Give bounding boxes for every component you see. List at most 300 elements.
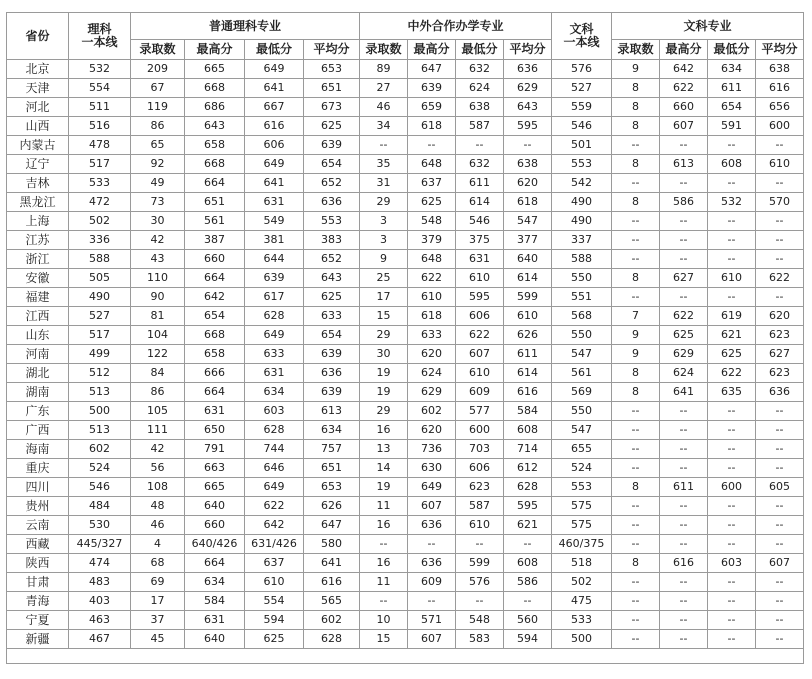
cell-arts-avg: -- [756, 421, 804, 440]
cell-arts-admitted: 9 [612, 60, 660, 79]
cell-arts-max: -- [660, 250, 708, 269]
cell-coop-min: 606 [456, 307, 504, 326]
subheader-max-score: 最高分 [185, 40, 245, 60]
cell-coop-avg: 612 [504, 459, 552, 478]
cell-coop-max: -- [408, 136, 456, 155]
cell-coop-admitted: 19 [360, 383, 408, 402]
cell-arts-avg: -- [756, 231, 804, 250]
cell-normal-avg: 641 [304, 554, 360, 573]
cell-coop-admitted: 15 [360, 630, 408, 649]
cell-province: 湖南 [7, 383, 69, 402]
cell-arts-max: 622 [660, 79, 708, 98]
cell-coop-avg: 629 [504, 79, 552, 98]
cell-coop-avg: 714 [504, 440, 552, 459]
table-row [7, 364, 804, 383]
cell-normal-avg: 643 [304, 269, 360, 288]
cell-arts-max: -- [660, 402, 708, 421]
cell-normal-admitted: 73 [131, 193, 185, 212]
cell-coop-max: 379 [408, 231, 456, 250]
cell-coop-avg: 616 [504, 383, 552, 402]
cell-arts-max: 627 [660, 269, 708, 288]
table-row [7, 402, 804, 421]
table-row [7, 554, 804, 573]
cell-normal-admitted: 209 [131, 60, 185, 79]
cell-coop-max: 648 [408, 155, 456, 174]
table-row [7, 60, 804, 79]
cell-normal-max: 660 [185, 516, 245, 535]
cell-arts-max: 641 [660, 383, 708, 402]
cell-normal-avg: 651 [304, 459, 360, 478]
table-row [7, 250, 804, 269]
table-row [7, 288, 804, 307]
cell-coop-min: 576 [456, 573, 504, 592]
cell-arts-min: 532 [708, 193, 756, 212]
cell-normal-max: 640 [185, 630, 245, 649]
table-row [7, 155, 804, 174]
cell-coop-avg: 620 [504, 174, 552, 193]
cell-science-line: 602 [69, 440, 131, 459]
table-row [7, 136, 804, 155]
cell-coop-max: 548 [408, 212, 456, 231]
cell-arts-min: 621 [708, 326, 756, 345]
table-row [7, 535, 804, 554]
cell-normal-min: 642 [245, 516, 304, 535]
cell-coop-max: 624 [408, 364, 456, 383]
cell-arts-min: 622 [708, 364, 756, 383]
cell-science-line: 511 [69, 98, 131, 117]
cell-coop-avg: 618 [504, 193, 552, 212]
header-province: 省份 [7, 13, 69, 60]
cell-normal-max: 634 [185, 573, 245, 592]
cell-science-line: 513 [69, 383, 131, 402]
cell-coop-max: 659 [408, 98, 456, 117]
cell-coop-max: 620 [408, 421, 456, 440]
cell-arts-admitted: -- [612, 592, 660, 611]
cell-arts-avg: -- [756, 630, 804, 649]
cell-arts-max: -- [660, 516, 708, 535]
cell-normal-admitted: 81 [131, 307, 185, 326]
cell-normal-max: 561 [185, 212, 245, 231]
cell-normal-min: 641 [245, 79, 304, 98]
cell-coop-min: 375 [456, 231, 504, 250]
cell-province: 甘肃 [7, 573, 69, 592]
cell-arts-avg: 623 [756, 326, 804, 345]
cell-normal-max: 654 [185, 307, 245, 326]
subheader-max-score: 最高分 [408, 40, 456, 60]
cell-arts-max: -- [660, 611, 708, 630]
cell-coop-max: 636 [408, 554, 456, 573]
cell-arts-min: -- [708, 288, 756, 307]
cell-coop-avg: 640 [504, 250, 552, 269]
cell-arts-avg: -- [756, 250, 804, 269]
cell-arts-max: 607 [660, 117, 708, 136]
cell-normal-admitted: 111 [131, 421, 185, 440]
cell-normal-max: 660 [185, 250, 245, 269]
cell-arts-admitted: -- [612, 516, 660, 535]
cell-arts-max: -- [660, 535, 708, 554]
cell-normal-min: 606 [245, 136, 304, 155]
cell-coop-admitted: 29 [360, 193, 408, 212]
cell-arts-admitted: -- [612, 174, 660, 193]
cell-normal-admitted: 42 [131, 440, 185, 459]
cell-science-line: 490 [69, 288, 131, 307]
cell-province: 四川 [7, 478, 69, 497]
cell-coop-max: 736 [408, 440, 456, 459]
cell-science-line: 513 [69, 421, 131, 440]
cell-normal-min: 649 [245, 478, 304, 497]
cell-normal-avg: 628 [304, 630, 360, 649]
cell-normal-admitted: 86 [131, 117, 185, 136]
table-row [7, 573, 804, 592]
cell-science-line: 554 [69, 79, 131, 98]
cell-arts-max: 660 [660, 98, 708, 117]
cell-arts-line: 575 [552, 516, 612, 535]
cell-arts-min: -- [708, 174, 756, 193]
cell-coop-admitted: 9 [360, 250, 408, 269]
cell-coop-max: 602 [408, 402, 456, 421]
cell-coop-admitted: 17 [360, 288, 408, 307]
cell-arts-avg: 620 [756, 307, 804, 326]
cell-arts-avg: 623 [756, 364, 804, 383]
cell-arts-line: 490 [552, 193, 612, 212]
cell-arts-admitted: -- [612, 630, 660, 649]
cell-arts-max: 586 [660, 193, 708, 212]
cell-coop-admitted: -- [360, 535, 408, 554]
cell-normal-admitted: 30 [131, 212, 185, 231]
cell-arts-admitted: -- [612, 421, 660, 440]
cell-normal-max: 663 [185, 459, 245, 478]
cell-normal-avg: 634 [304, 421, 360, 440]
cell-arts-line: 561 [552, 364, 612, 383]
cell-normal-max: 642 [185, 288, 245, 307]
cell-arts-line: 550 [552, 402, 612, 421]
cell-coop-min: 703 [456, 440, 504, 459]
cell-normal-avg: 652 [304, 174, 360, 193]
cell-normal-min: 610 [245, 573, 304, 592]
cell-arts-max: 616 [660, 554, 708, 573]
cell-province: 安徽 [7, 269, 69, 288]
cell-arts-avg: 638 [756, 60, 804, 79]
cell-normal-admitted: 108 [131, 478, 185, 497]
cell-normal-max: 643 [185, 117, 245, 136]
cell-province: 山西 [7, 117, 69, 136]
cell-science-line: 512 [69, 364, 131, 383]
cell-normal-admitted: 56 [131, 459, 185, 478]
table-row [7, 630, 804, 649]
cell-arts-admitted: 8 [612, 193, 660, 212]
cell-arts-line: 527 [552, 79, 612, 98]
cell-arts-line: 551 [552, 288, 612, 307]
cell-science-line: 546 [69, 478, 131, 497]
cell-province: 云南 [7, 516, 69, 535]
cell-normal-avg: 602 [304, 611, 360, 630]
cell-arts-admitted: 7 [612, 307, 660, 326]
cell-province: 新疆 [7, 630, 69, 649]
cell-normal-admitted: 68 [131, 554, 185, 573]
cell-science-line: 502 [69, 212, 131, 231]
cell-normal-max: 387 [185, 231, 245, 250]
cell-normal-admitted: 37 [131, 611, 185, 630]
cell-arts-min: -- [708, 516, 756, 535]
cell-arts-avg: -- [756, 459, 804, 478]
admission-scores-table [6, 12, 804, 664]
cell-arts-avg: 656 [756, 98, 804, 117]
cell-arts-admitted: -- [612, 288, 660, 307]
cell-arts-line: 588 [552, 250, 612, 269]
cell-coop-min: 548 [456, 611, 504, 630]
cell-normal-avg: 565 [304, 592, 360, 611]
cell-normal-admitted: 122 [131, 345, 185, 364]
cell-coop-min: 638 [456, 98, 504, 117]
table-row [7, 174, 804, 193]
cell-arts-line: 550 [552, 326, 612, 345]
cell-coop-admitted: 15 [360, 307, 408, 326]
cell-arts-line: 655 [552, 440, 612, 459]
cell-coop-avg: 599 [504, 288, 552, 307]
cell-coop-admitted: 16 [360, 421, 408, 440]
cell-coop-avg: 643 [504, 98, 552, 117]
cell-normal-admitted: 48 [131, 497, 185, 516]
cell-arts-min: 610 [708, 269, 756, 288]
cell-coop-avg: 595 [504, 117, 552, 136]
cell-province: 辽宁 [7, 155, 69, 174]
cell-normal-max: 668 [185, 79, 245, 98]
cell-normal-avg: 651 [304, 79, 360, 98]
cell-normal-max: 640 [185, 497, 245, 516]
cell-coop-avg: 608 [504, 554, 552, 573]
cell-normal-min: 644 [245, 250, 304, 269]
header-science-first-tier-line-text: 理科 一本线 [81, 22, 118, 49]
cell-arts-min: 634 [708, 60, 756, 79]
cell-coop-max: 625 [408, 193, 456, 212]
cell-normal-admitted: 4 [131, 535, 185, 554]
cell-coop-min: 599 [456, 554, 504, 573]
cell-province: 浙江 [7, 250, 69, 269]
table-row [7, 98, 804, 117]
cell-coop-min: 614 [456, 193, 504, 212]
subheader-admitted: 录取数 [612, 40, 660, 60]
cell-normal-min: 549 [245, 212, 304, 231]
cell-normal-min: 667 [245, 98, 304, 117]
cell-arts-max: -- [660, 231, 708, 250]
cell-normal-min: 744 [245, 440, 304, 459]
cell-coop-max: 622 [408, 269, 456, 288]
cell-normal-max: 664 [185, 174, 245, 193]
cell-coop-min: 611 [456, 174, 504, 193]
cell-arts-avg: 570 [756, 193, 804, 212]
cell-arts-line: 550 [552, 269, 612, 288]
cell-coop-avg: -- [504, 592, 552, 611]
cell-normal-avg: 757 [304, 440, 360, 459]
cell-science-line: 588 [69, 250, 131, 269]
cell-coop-max: 630 [408, 459, 456, 478]
cell-coop-avg: 626 [504, 326, 552, 345]
cell-arts-min: -- [708, 250, 756, 269]
cell-province: 湖北 [7, 364, 69, 383]
cell-coop-admitted: 19 [360, 364, 408, 383]
table-row [7, 117, 804, 136]
cell-coop-admitted: 35 [360, 155, 408, 174]
cell-coop-min: 622 [456, 326, 504, 345]
cell-arts-min: -- [708, 136, 756, 155]
cell-arts-min: -- [708, 573, 756, 592]
cell-coop-avg: 628 [504, 478, 552, 497]
cell-arts-avg: 636 [756, 383, 804, 402]
cell-normal-avg: 652 [304, 250, 360, 269]
cell-normal-avg: 639 [304, 136, 360, 155]
cell-science-line: 472 [69, 193, 131, 212]
cell-coop-admitted: 89 [360, 60, 408, 79]
cell-coop-max: 618 [408, 307, 456, 326]
cell-arts-min: -- [708, 421, 756, 440]
cell-coop-min: 632 [456, 60, 504, 79]
cell-province: 上海 [7, 212, 69, 231]
cell-province: 重庆 [7, 459, 69, 478]
cell-normal-min: 625 [245, 630, 304, 649]
cell-normal-avg: 625 [304, 117, 360, 136]
cell-normal-avg: 383 [304, 231, 360, 250]
cell-coop-min: 607 [456, 345, 504, 364]
cell-normal-avg: 553 [304, 212, 360, 231]
cell-coop-min: -- [456, 592, 504, 611]
cell-coop-max: 620 [408, 345, 456, 364]
cell-coop-max: 610 [408, 288, 456, 307]
cell-arts-min: -- [708, 402, 756, 421]
cell-arts-admitted: -- [612, 611, 660, 630]
cell-normal-min: 381 [245, 231, 304, 250]
table-row [7, 212, 804, 231]
cell-normal-admitted: 92 [131, 155, 185, 174]
cell-normal-max: 665 [185, 60, 245, 79]
cell-normal-avg: 647 [304, 516, 360, 535]
cell-normal-admitted: 104 [131, 326, 185, 345]
cell-arts-min: 603 [708, 554, 756, 573]
cell-arts-admitted: -- [612, 250, 660, 269]
cell-arts-admitted: 8 [612, 478, 660, 497]
cell-arts-avg: 627 [756, 345, 804, 364]
cell-arts-line: 542 [552, 174, 612, 193]
cell-arts-min: -- [708, 440, 756, 459]
cell-coop-avg: 614 [504, 269, 552, 288]
cell-province: 河北 [7, 98, 69, 117]
cell-coop-admitted: 14 [360, 459, 408, 478]
cell-coop-min: 546 [456, 212, 504, 231]
cell-coop-admitted: 27 [360, 79, 408, 98]
cell-coop-max: 636 [408, 516, 456, 535]
cell-coop-avg: -- [504, 136, 552, 155]
cell-science-line: 527 [69, 307, 131, 326]
cell-normal-avg: 633 [304, 307, 360, 326]
cell-normal-min: 631 [245, 364, 304, 383]
cell-arts-max: 622 [660, 307, 708, 326]
cell-coop-admitted: 16 [360, 516, 408, 535]
cell-arts-min: 654 [708, 98, 756, 117]
table-row [7, 193, 804, 212]
cell-science-line: 467 [69, 630, 131, 649]
cell-normal-admitted: 46 [131, 516, 185, 535]
cell-province: 江西 [7, 307, 69, 326]
cell-arts-admitted: -- [612, 497, 660, 516]
cell-arts-avg: -- [756, 592, 804, 611]
cell-coop-min: 624 [456, 79, 504, 98]
cell-arts-admitted: 8 [612, 155, 660, 174]
table-row [7, 611, 804, 630]
cell-science-line: 500 [69, 402, 131, 421]
cell-normal-admitted: 17 [131, 592, 185, 611]
header-group-arts: 文科专业 [612, 13, 804, 40]
cell-normal-max: 664 [185, 554, 245, 573]
cell-normal-max: 584 [185, 592, 245, 611]
cell-arts-avg: -- [756, 174, 804, 193]
cell-arts-min: -- [708, 212, 756, 231]
cell-province: 广东 [7, 402, 69, 421]
cell-normal-min: 637 [245, 554, 304, 573]
cell-normal-max: 658 [185, 136, 245, 155]
cell-normal-admitted: 45 [131, 630, 185, 649]
cell-coop-admitted: 11 [360, 497, 408, 516]
cell-arts-min: -- [708, 459, 756, 478]
cell-normal-max: 666 [185, 364, 245, 383]
cell-arts-min: -- [708, 497, 756, 516]
cell-normal-admitted: 42 [131, 231, 185, 250]
cell-coop-admitted: 11 [360, 573, 408, 592]
cell-normal-max: 651 [185, 193, 245, 212]
cell-coop-min: 631 [456, 250, 504, 269]
cell-arts-admitted: 8 [612, 98, 660, 117]
cell-normal-min: 554 [245, 592, 304, 611]
cell-coop-max: 647 [408, 60, 456, 79]
cell-province: 西藏 [7, 535, 69, 554]
cell-arts-max: -- [660, 497, 708, 516]
cell-arts-max: 625 [660, 326, 708, 345]
cell-arts-admitted: 8 [612, 117, 660, 136]
cell-arts-max: 611 [660, 478, 708, 497]
cell-coop-min: 610 [456, 269, 504, 288]
cell-province: 广西 [7, 421, 69, 440]
cell-arts-admitted: 9 [612, 326, 660, 345]
cell-arts-max: -- [660, 212, 708, 231]
cell-coop-avg: 608 [504, 421, 552, 440]
cell-arts-admitted: -- [612, 212, 660, 231]
cell-normal-min: 628 [245, 421, 304, 440]
cell-coop-min: 610 [456, 364, 504, 383]
cell-arts-max: -- [660, 174, 708, 193]
cell-arts-avg: 622 [756, 269, 804, 288]
cell-arts-admitted: -- [612, 535, 660, 554]
cell-science-line: 483 [69, 573, 131, 592]
cell-normal-admitted: 119 [131, 98, 185, 117]
cell-normal-admitted: 86 [131, 383, 185, 402]
cell-science-line: 533 [69, 174, 131, 193]
cell-arts-line: 575 [552, 497, 612, 516]
table-row [7, 497, 804, 516]
cell-arts-min: 625 [708, 345, 756, 364]
cell-arts-avg: 610 [756, 155, 804, 174]
cell-science-line: 478 [69, 136, 131, 155]
cell-coop-max: -- [408, 592, 456, 611]
cell-arts-avg: -- [756, 516, 804, 535]
cell-coop-admitted: 19 [360, 478, 408, 497]
cell-science-line: 445/327 [69, 535, 131, 554]
cell-normal-max: 664 [185, 383, 245, 402]
cell-arts-avg: -- [756, 440, 804, 459]
cell-arts-avg: -- [756, 573, 804, 592]
cell-arts-min: 611 [708, 79, 756, 98]
cell-arts-line: 518 [552, 554, 612, 573]
cell-arts-line: 460/375 [552, 535, 612, 554]
cell-arts-min: 635 [708, 383, 756, 402]
cell-normal-max: 658 [185, 345, 245, 364]
